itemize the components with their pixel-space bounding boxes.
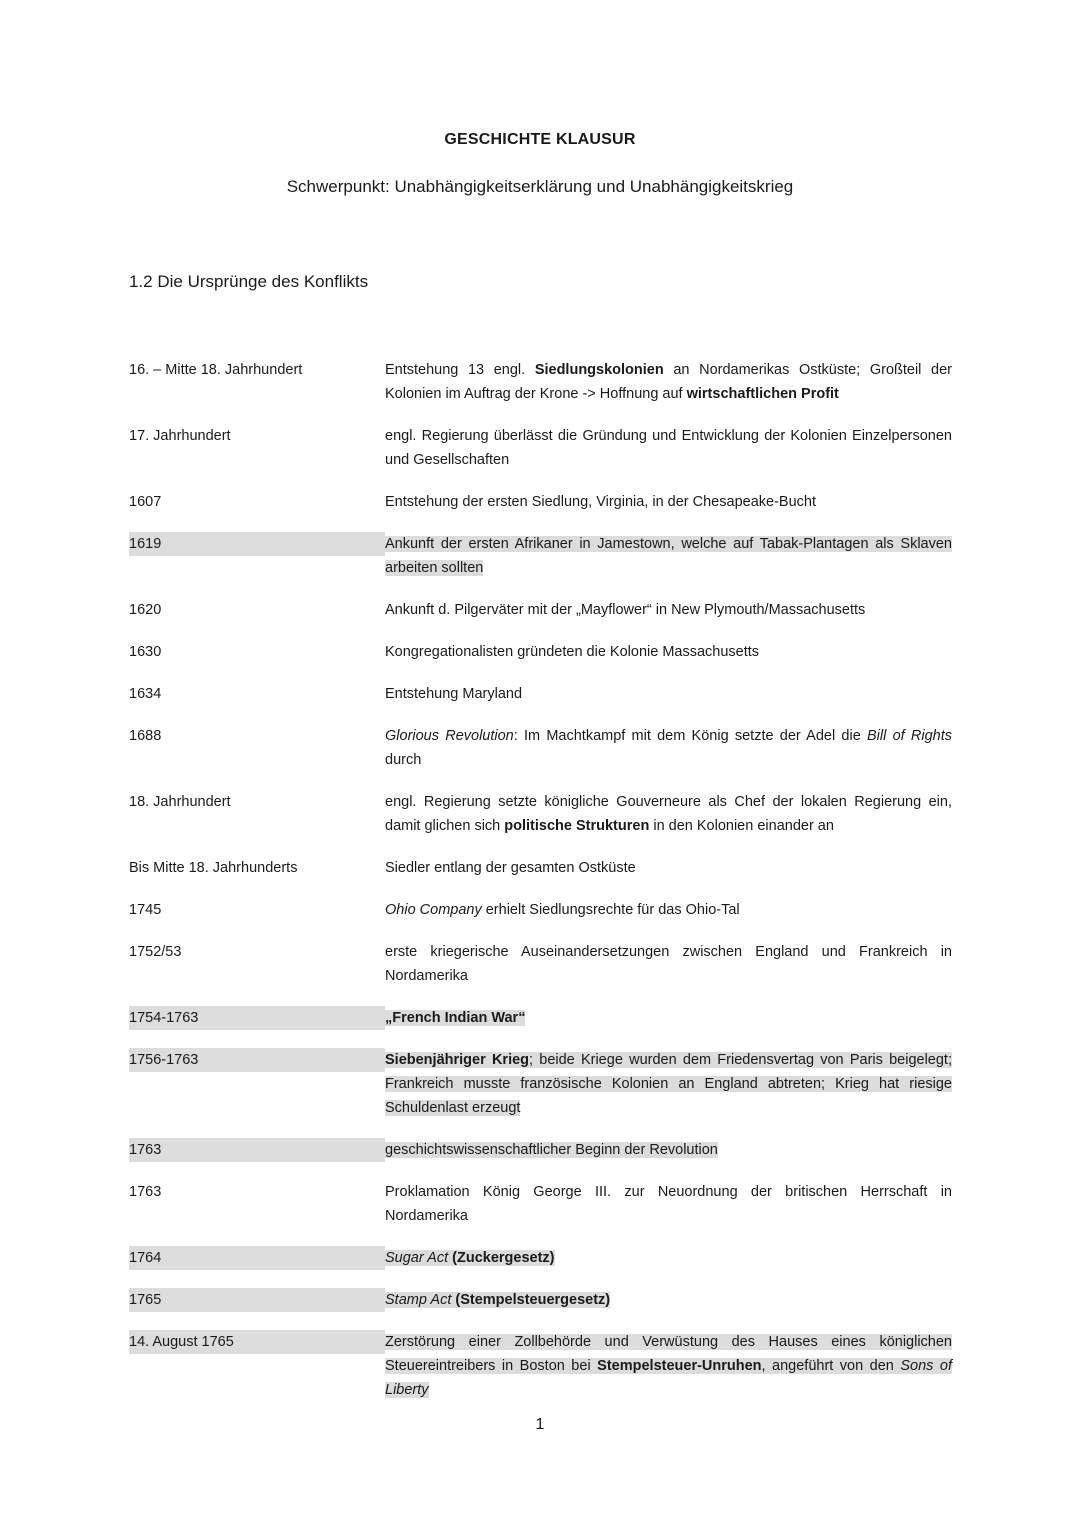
- page-number: 1: [535, 1416, 545, 1433]
- timeline-date: 1619: [129, 532, 385, 556]
- description-segment: Sugar Act: [385, 1250, 449, 1266]
- timeline-description: [385, 424, 952, 472]
- description-segment: Siebenjähriger Krieg: [385, 1052, 530, 1068]
- timeline-date: 1688: [129, 728, 162, 744]
- timeline-row: [129, 358, 952, 406]
- description-segment: Entstehung 13 engl.: [385, 362, 535, 378]
- timeline-row: [129, 424, 952, 472]
- timeline-row: [129, 790, 952, 838]
- timeline-row: [129, 1246, 952, 1270]
- description-segment: in den Kolonien einander an: [649, 818, 834, 834]
- description-segment: Entstehung Maryland: [385, 686, 523, 702]
- description-segment: Bill of Rights: [867, 728, 952, 744]
- description-segment: geschichtswissenschaftlicher Beginn der Revolution: [385, 1142, 718, 1158]
- description-segment: (Stempelsteuergesetz): [451, 1292, 611, 1308]
- description-segment: Sons of Liberty: [385, 1358, 952, 1398]
- timeline-date: Bis Mitte 18. Jahrhunderts: [129, 860, 298, 876]
- timeline-description: [385, 1180, 952, 1228]
- timeline-date: 14. August 1765: [129, 1330, 385, 1354]
- timeline-row: [129, 1288, 952, 1312]
- timeline-description: [385, 724, 952, 772]
- timeline-row: [129, 724, 952, 772]
- timeline-description: [385, 598, 952, 622]
- timeline-row: [129, 940, 952, 988]
- description-segment: (Zuckergesetz): [448, 1250, 555, 1266]
- timeline-date: 17. Jahrhundert: [129, 428, 231, 444]
- description-segment: Entstehung der ersten Siedlung, Virginia, in der Chesapeake-Bucht: [385, 494, 816, 510]
- timeline-description: [385, 790, 952, 838]
- document-title: GESCHICHTE KLAUSUR: [444, 131, 636, 148]
- timeline-row: [129, 532, 952, 580]
- description-segment: Siedlungskolonien: [534, 362, 664, 378]
- timeline-description: [385, 1138, 952, 1162]
- timeline-description: [385, 358, 952, 406]
- timeline-description: [385, 856, 952, 880]
- description-segment: erhielt Siedlungsrechte für das Ohio-Tal: [481, 902, 740, 918]
- timeline-row: [129, 490, 952, 514]
- description-segment: erste kriegerische Auseinandersetzungen zwischen England und Frankreich in Nordamerika: [385, 944, 952, 984]
- description-segment: Ankunft der ersten Afrikaner in Jamestown, welche auf Tabak-Plantagen als Sklaven arbeiten sollten: [385, 536, 952, 576]
- document-subtitle: Schwerpunkt: Unabhängigkeitserklärung und Unabhängigkeitskrieg: [286, 177, 794, 196]
- timeline-date: 1756-1763: [129, 1048, 385, 1072]
- timeline-date: 1763: [129, 1138, 385, 1162]
- description-segment: Ankunft d. Pilgerväter mit der „Mayflower“ in New Plymouth/Massachusetts: [385, 602, 866, 618]
- description-segment: , angeführt von den: [761, 1358, 901, 1374]
- description-segment: durch: [385, 752, 422, 768]
- description-segment: an Nordamerikas Ostküste; Großteil der Kolonien im Auftrag der Krone -> Hoffnung auf: [385, 362, 952, 402]
- timeline-date: 16. – Mitte 18. Jahrhundert: [129, 362, 303, 378]
- timeline-description: [385, 1330, 952, 1402]
- timeline-date: 1607: [129, 494, 162, 510]
- timeline-date: 1620: [129, 602, 162, 618]
- timeline-date: 1764: [129, 1246, 385, 1270]
- timeline-row: [129, 856, 952, 880]
- timeline-row: [129, 682, 952, 706]
- timeline-description: [385, 1288, 952, 1312]
- timeline-date: 18. Jahrhundert: [129, 794, 231, 810]
- timeline-date: 1745: [129, 902, 162, 918]
- timeline-date: 1752/53: [129, 944, 182, 960]
- description-segment: engl. Regierung setzte königliche Gouverneure als Chef der lokalen Regierung ein, damit glichen sich: [385, 794, 952, 834]
- timeline-row: [129, 1006, 952, 1030]
- timeline-row: [129, 1048, 952, 1120]
- timeline-description: [385, 682, 952, 706]
- timeline-row: [129, 598, 952, 622]
- description-segment: engl. Regierung überlässt die Gründung und Entwicklung der Kolonien Einzelpersonen und Gesellschaften: [385, 428, 952, 468]
- timeline-date: 1634: [129, 686, 162, 702]
- description-segment: Stempelsteuer-Unruhen: [597, 1358, 762, 1374]
- timeline-row: [129, 640, 952, 664]
- timeline-description: [385, 1048, 952, 1120]
- timeline-date: 1763: [129, 1184, 162, 1200]
- description-segment: Siedler entlang der gesamten Ostküste: [385, 860, 636, 876]
- description-segment: Glorious Revolution: [385, 728, 514, 744]
- timeline-row: [129, 1180, 952, 1228]
- timeline-description: [385, 640, 952, 664]
- timeline-description: [385, 532, 952, 580]
- description-segment: : Im Machtkampf mit dem König setzte der Adel die: [513, 728, 867, 744]
- timeline-description: [385, 940, 952, 988]
- timeline-row: [129, 898, 952, 922]
- description-segment: Kongregationalisten gründeten die Kolonie Massachusetts: [385, 644, 760, 660]
- timeline-date: 1754-1763: [129, 1006, 385, 1030]
- description-segment: wirtschaftlichen Profit: [686, 386, 839, 402]
- section-heading: 1.2 Die Ursprünge des Konflikts: [129, 272, 369, 291]
- description-segment: ; beide Kriege wurden dem Friedensvertag von Paris beigelegt; Frankreich musste französische Kolonien an England abtreten; Krieg hat riesige Schuldenlast erzeugt: [385, 1052, 952, 1116]
- description-segment: „French Indian War“: [385, 1010, 526, 1026]
- description-segment: Proklamation König George III. zur Neuordnung der britischen Herrschaft in Nordamerika: [385, 1184, 952, 1224]
- timeline-table: [129, 358, 952, 1420]
- timeline-description: [385, 898, 952, 922]
- description-segment: Zerstörung einer Zollbehörde und Verwüstung des Hauses eines königlichen Steuereintreibers in Boston bei: [385, 1334, 952, 1374]
- timeline-date: 1765: [129, 1288, 385, 1312]
- timeline-description: [385, 1246, 952, 1270]
- timeline-date: 1630: [129, 644, 162, 660]
- timeline-row: [129, 1330, 952, 1402]
- description-segment: Stamp Act: [385, 1292, 452, 1308]
- description-segment: politische Strukturen: [504, 818, 650, 834]
- description-segment: Ohio Company: [385, 902, 482, 918]
- timeline-description: [385, 1006, 952, 1030]
- timeline-row: [129, 1138, 952, 1162]
- timeline-description: [385, 490, 952, 514]
